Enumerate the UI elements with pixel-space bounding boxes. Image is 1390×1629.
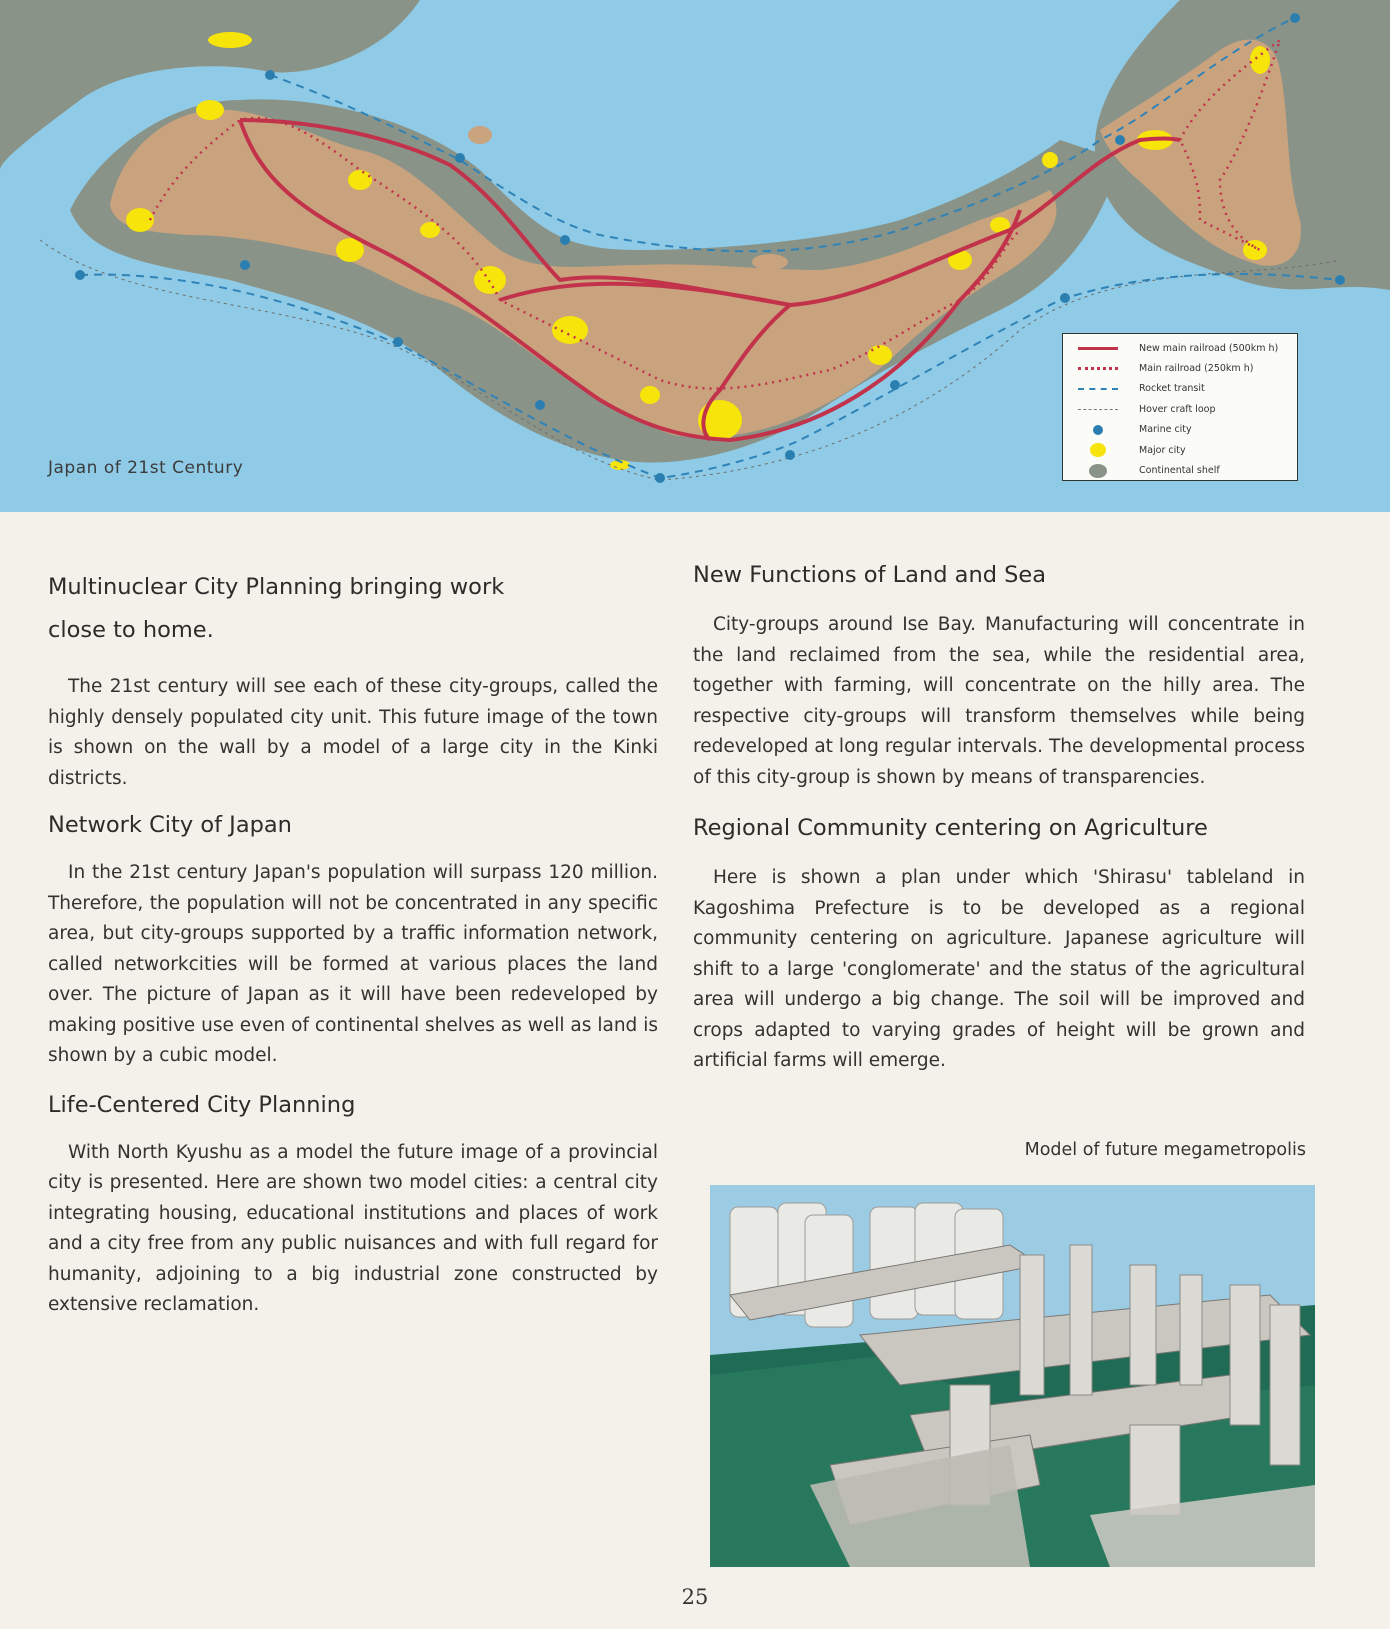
heading-line: Multinuclear City Planning bringing work bbox=[48, 574, 505, 600]
gray-blob-icon bbox=[1089, 464, 1107, 478]
blue-dot-icon bbox=[1093, 425, 1103, 435]
legend-label: Major city bbox=[1139, 444, 1186, 456]
section-body: The 21st century will see each of these city-groups, called the highly densely populated city unit. This future image of the town is shown on the wall by a model of a large city in the Kinki districts. bbox=[48, 676, 658, 789]
section-body: City-groups around Ise Bay. Manufacturing will concentrate in the land reclaimed from the sea, while the residential area, together with farming, will concentrate on the hilly area. The respective city-groups will transform themselves while being redeveloped at long regular intervals. The developmental process of this city-group is shown by means of transparencies. bbox=[693, 614, 1305, 788]
legend-label: Main railroad (250km h) bbox=[1139, 363, 1254, 375]
heading-line: close to home. bbox=[48, 617, 214, 643]
island bbox=[208, 32, 252, 48]
legend-label: Continental shelf bbox=[1139, 465, 1220, 477]
photo-caption: Model of future megametropolis bbox=[1024, 1140, 1306, 1160]
legend-row bbox=[1071, 440, 1291, 460]
model-illustration bbox=[710, 1185, 1315, 1567]
map-legend bbox=[1062, 333, 1298, 481]
legend-row bbox=[1071, 399, 1291, 419]
right-column bbox=[693, 562, 1305, 1077]
island bbox=[468, 126, 492, 144]
section-heading: New Functions of Land and Sea bbox=[693, 562, 1047, 588]
legend-row bbox=[1071, 358, 1291, 378]
solid-red-line-icon bbox=[1078, 347, 1118, 350]
map-caption: Japan of 21st Century bbox=[48, 458, 244, 478]
page-number: 25 bbox=[681, 1585, 709, 1609]
section-body: Here is shown a plan under which 'Shirasu' tableland in Kagoshima Prefecture is to be developed as a regional community centering on agriculture. Japanese agriculture will shift to a large 'conglomerate' and the status of the agricultural area will undergo a big change. The soil will be improved and crops adapted to varying grades of height will be grown and artificial farms will emerge. bbox=[693, 867, 1305, 1071]
legend-label: Hover craft loop bbox=[1139, 403, 1216, 415]
japan-map bbox=[0, 0, 1390, 512]
section-body: In the 21st century Japan's population will surpass 120 million. Therefore, the population will not be concentrated in any specific area, but city-groups supported by a traffic information network, called networkcities will be formed at various places the land over. The picture of Japan as it will have been redeveloped by making positive use even of continental shelves as well as land is shown by a cubic model. bbox=[48, 862, 658, 1066]
section-heading: Network City of Japan bbox=[48, 812, 292, 838]
dashed-blue-line-icon bbox=[1078, 388, 1118, 390]
thin-dashed-line-icon bbox=[1078, 409, 1118, 410]
legend-row bbox=[1071, 420, 1291, 440]
section-heading bbox=[48, 566, 658, 652]
dotted-red-line-icon bbox=[1078, 367, 1118, 370]
section-heading: Regional Community centering on Agriculture bbox=[693, 815, 1208, 841]
legend-label: New main railroad (500km h) bbox=[1139, 342, 1279, 354]
section-body: With North Kyushu as a model the future image of a provincial city is presented. Here are shown two model cities: a central city integrating housing, educational institutions and places of work and a city free from any public nuisances and with full regard for humanity, adjoining to a big industrial zone constructed by extensive reclamation. bbox=[48, 1141, 658, 1315]
island bbox=[752, 254, 788, 270]
section-heading: Life-Centered City Planning bbox=[48, 1091, 356, 1118]
legend-label: Marine city bbox=[1139, 424, 1192, 436]
megametropolis-model-photo bbox=[710, 1185, 1315, 1567]
legend-row bbox=[1071, 460, 1291, 480]
legend-row bbox=[1071, 379, 1291, 399]
yellow-blob-icon bbox=[1090, 443, 1106, 457]
legend-label: Rocket transit bbox=[1139, 383, 1205, 395]
legend-row bbox=[1071, 338, 1291, 358]
left-column bbox=[48, 566, 658, 1321]
